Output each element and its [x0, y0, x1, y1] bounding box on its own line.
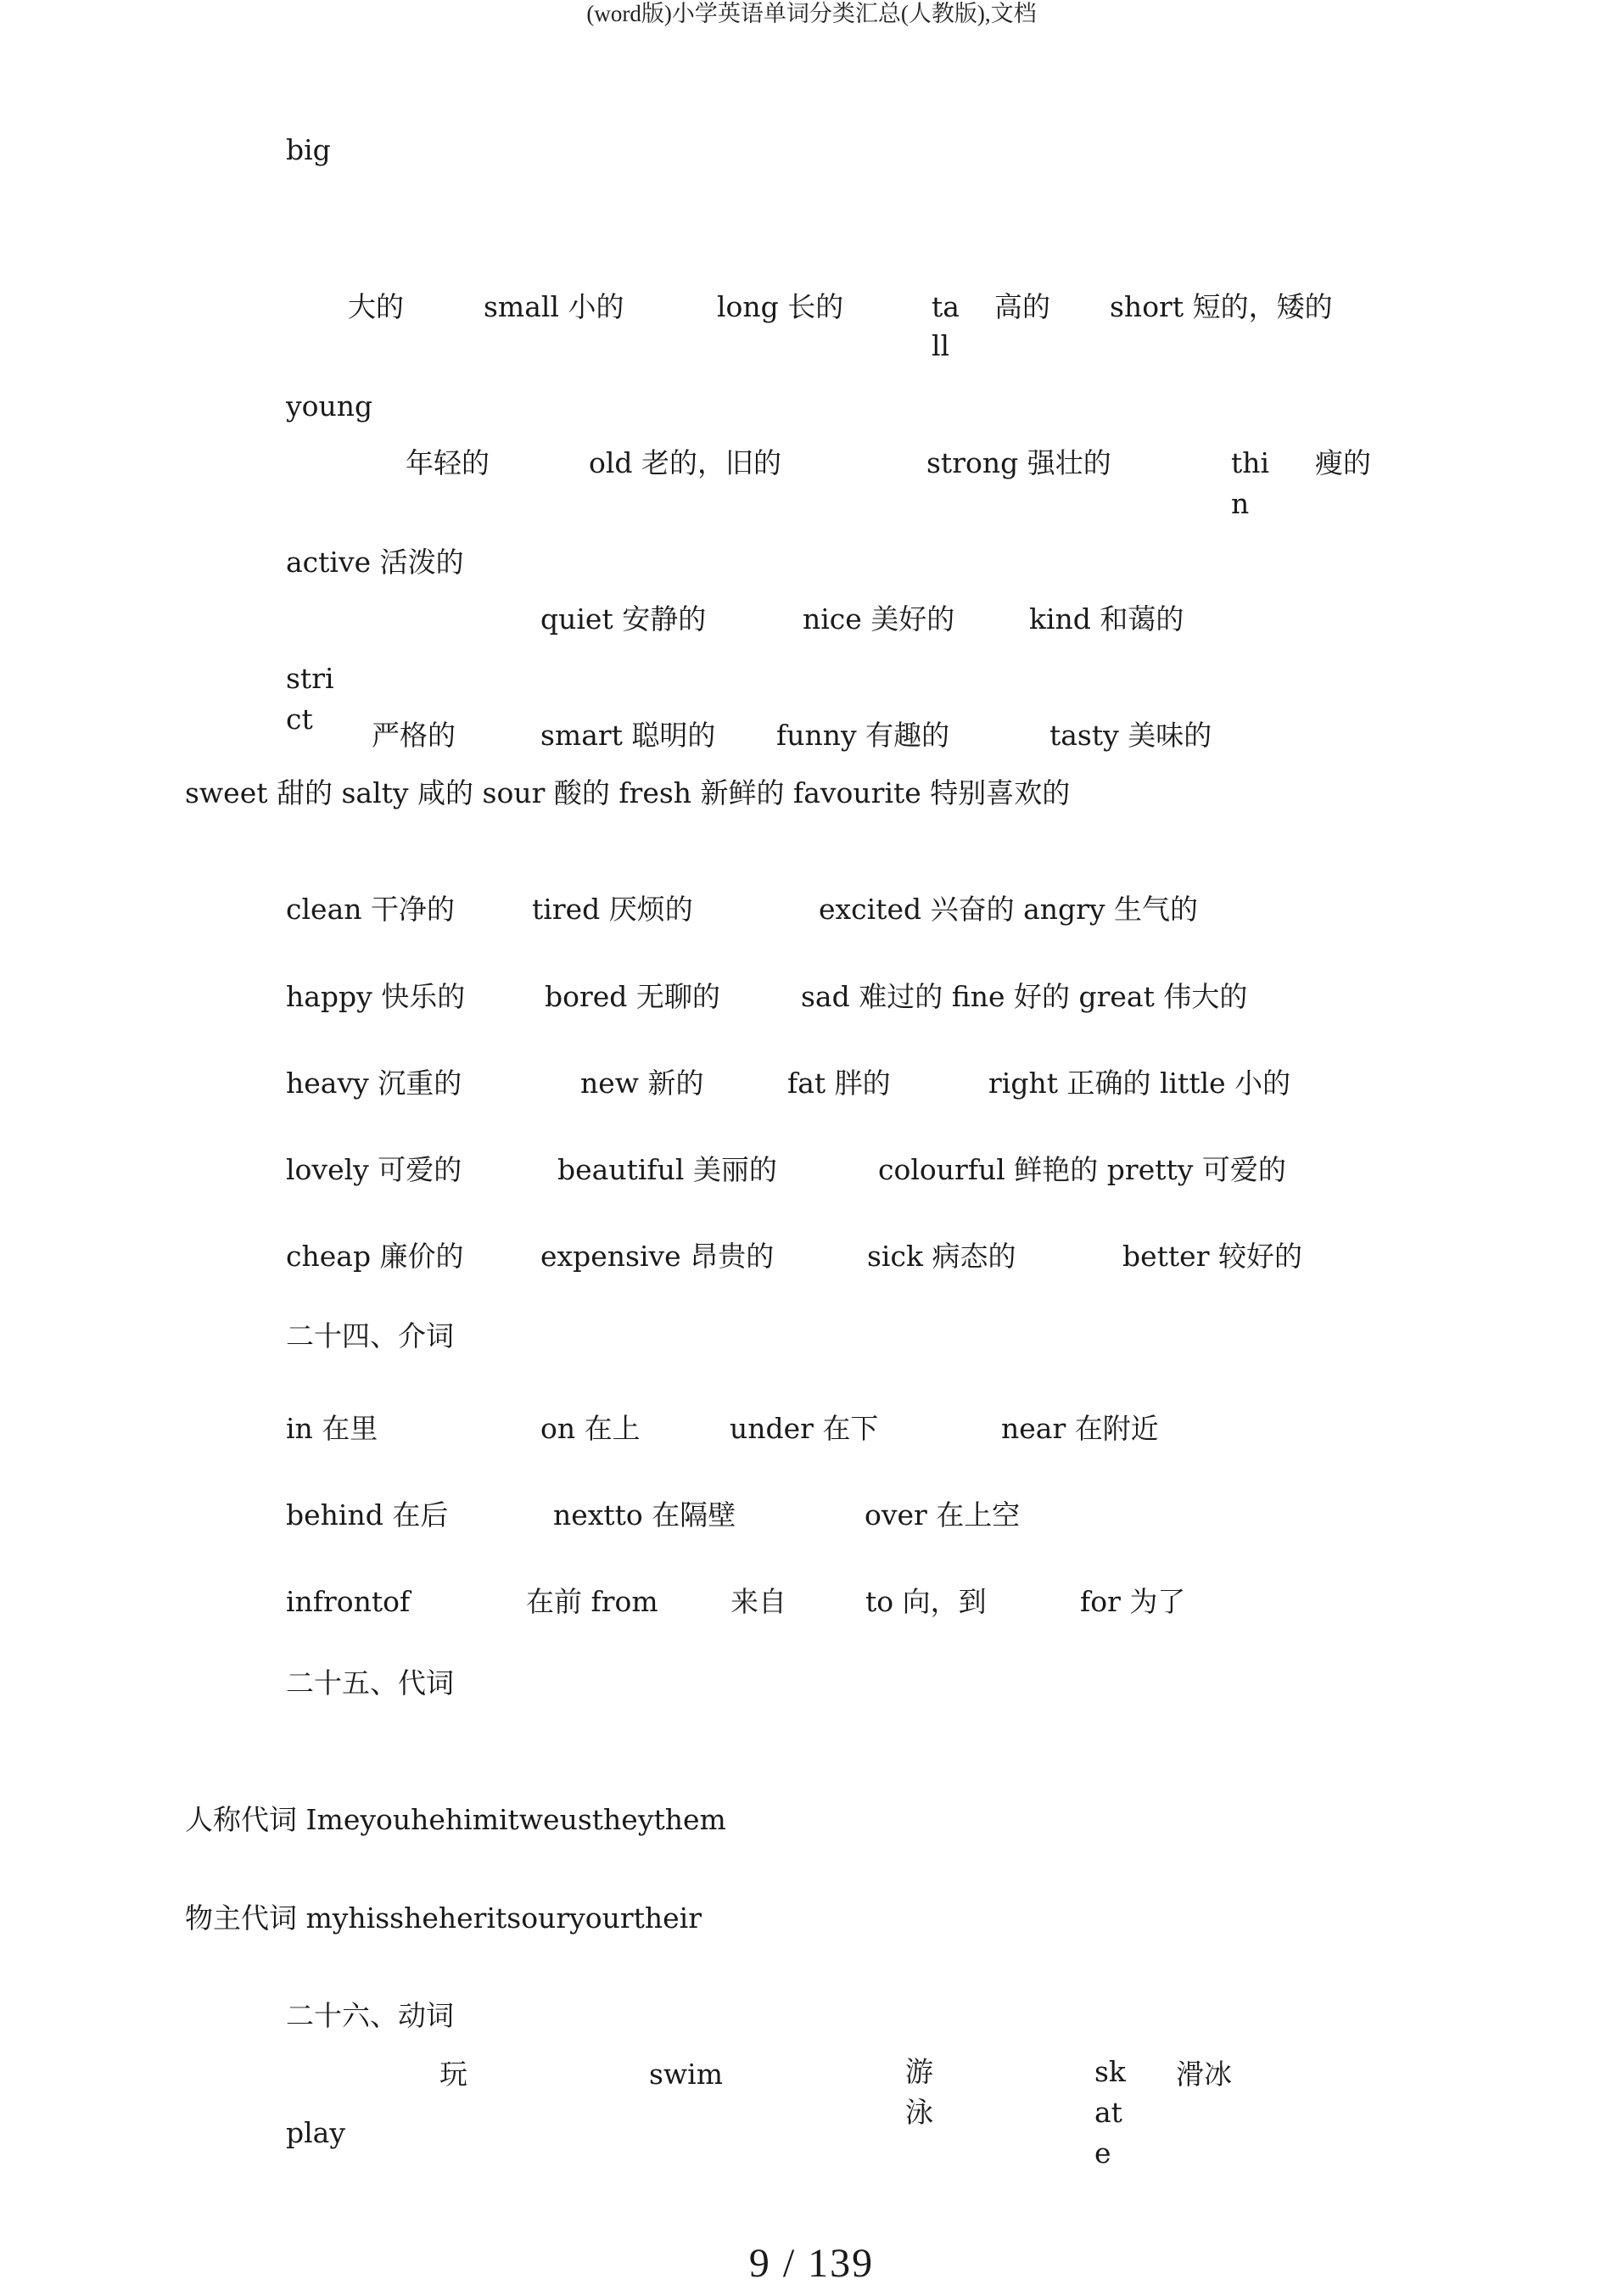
word-behind: behind 在后	[286, 1498, 449, 1532]
word-heavy: heavy 沉重的	[286, 1067, 462, 1100]
word-big: big	[286, 133, 331, 166]
word-huabing: 滑冰	[1176, 2058, 1232, 2091]
word-nianqing: 年轻的	[406, 446, 490, 479]
document-header: (word版)小学英语单词分类汇总(人教版),文档	[586, 1, 1037, 26]
word-on: on 在上	[540, 1412, 641, 1445]
page-number: 9 / 139	[748, 2241, 875, 2286]
word-strict: stri ct	[286, 662, 334, 736]
word-play: play	[286, 2116, 345, 2149]
word-nextto: nextto 在隔壁	[553, 1498, 736, 1532]
word-skate: sk at e	[1094, 2055, 1126, 2170]
word-in: in 在里	[286, 1412, 378, 1445]
word-young: young	[286, 389, 373, 423]
word-under: under 在下	[730, 1412, 879, 1445]
word-old: old 老的，旧的	[589, 446, 782, 479]
possessive-pronouns-line: 物主代词 myhissheheritsouryourtheir	[185, 1901, 702, 1935]
word-shou: 瘦的	[1315, 446, 1371, 479]
word-expensive: expensive 昂贵的	[540, 1240, 775, 1273]
word-excited: excited 兴奋的 angry 生气的	[819, 893, 1199, 926]
word-quiet: quiet 安静的	[540, 602, 707, 636]
word-nice: nice 美好的	[803, 602, 955, 636]
word-laizi: 来自	[730, 1585, 786, 1618]
word-lovely: lovely 可爱的	[286, 1153, 462, 1186]
word-better: better 较好的	[1122, 1240, 1302, 1273]
word-da: 大的	[348, 290, 404, 323]
word-infrontof: infrontof	[286, 1585, 411, 1618]
word-youyong: 游 泳	[905, 2055, 933, 2129]
word-new: new 新的	[580, 1067, 704, 1100]
word-beautiful: beautiful 美丽的	[557, 1153, 777, 1186]
section-heading-prepositions: 二十四、介词	[286, 1319, 454, 1352]
word-short: short 短的，矮的	[1110, 290, 1333, 323]
word-tired: tired 厌烦的	[532, 893, 693, 926]
word-tasty: tasty 美味的	[1049, 719, 1212, 752]
word-to: to 向，到	[865, 1585, 987, 1618]
word-sick: sick 病态的	[867, 1240, 1016, 1273]
word-wan: 玩	[439, 2058, 467, 2091]
word-tall-part2: ll	[932, 329, 950, 362]
word-tall-part1: ta	[932, 290, 960, 323]
word-near: near 在附近	[1001, 1412, 1159, 1445]
word-right: right 正确的 little 小的	[988, 1067, 1291, 1100]
word-over: over 在上空	[865, 1498, 1021, 1532]
word-thin-part2: n	[1231, 487, 1250, 520]
word-funny: funny 有趣的	[776, 719, 950, 752]
word-long: long 长的	[717, 290, 844, 323]
word-sad: sad 难过的 fine 好的 great 伟大的	[801, 980, 1248, 1013]
word-strong: strong 强壮的	[926, 446, 1111, 479]
section-heading-verbs: 二十六、动词	[286, 1999, 454, 2032]
sweet-line: sweet 甜的 salty 咸的 sour 酸的 fresh 新鲜的 favourite 特别喜欢的	[185, 776, 1071, 809]
word-kind: kind 和蔼的	[1029, 602, 1184, 636]
section-heading-pronouns: 二十五、代词	[286, 1666, 454, 1700]
word-thin-part1: thi	[1231, 446, 1270, 479]
word-small: small 小的	[484, 290, 624, 323]
word-fat: fat 胖的	[787, 1067, 891, 1100]
word-swim: swim	[649, 2058, 724, 2091]
word-cheap: cheap 廉价的	[286, 1240, 464, 1273]
word-gao: 高的	[994, 290, 1050, 323]
word-clean: clean 干净的	[286, 893, 455, 926]
personal-pronouns-line: 人称代词 Imeyouhehimitweustheythem	[185, 1803, 726, 1836]
word-happy: happy 快乐的	[286, 980, 466, 1013]
word-smart: smart 聪明的	[540, 719, 716, 752]
word-bored: bored 无聊的	[545, 980, 720, 1013]
word-for: for 为了	[1080, 1585, 1186, 1618]
word-zaiqian-from: 在前 from	[526, 1585, 658, 1618]
word-active: active 活泼的	[286, 546, 464, 579]
word-yange: 严格的	[372, 719, 456, 752]
word-colourful: colourful 鲜艳的 pretty 可爱的	[878, 1153, 1286, 1186]
